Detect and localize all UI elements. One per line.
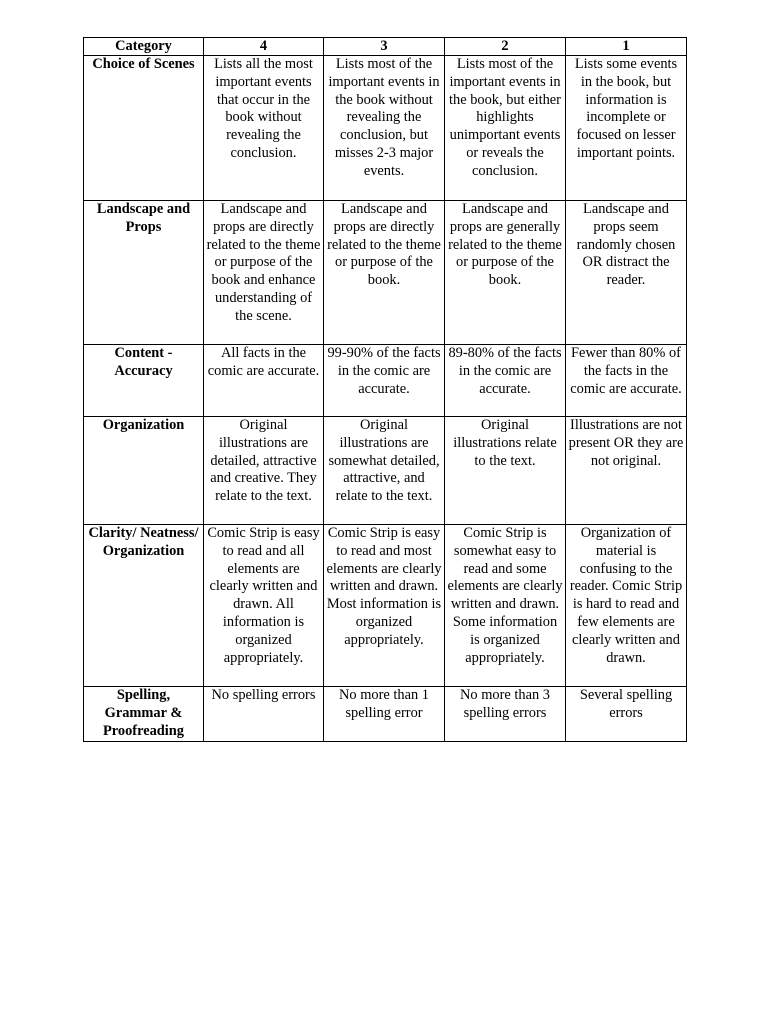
table-cell: Lists most of the important events in the book, but either highlights unimportant events or reveals the conclusion.	[445, 56, 566, 201]
table-cell: No more than 1 spelling error	[324, 687, 445, 742]
row-category: Clarity/ Neatness/ Organization	[84, 525, 204, 687]
row-category: Landscape and Props	[84, 201, 204, 345]
table-cell: Fewer than 80% of the facts in the comic are accurate.	[566, 345, 687, 417]
table-row	[84, 201, 687, 345]
table-cell: Illustrations are not present OR they are not original.	[566, 417, 687, 525]
row-category: Content - Accuracy	[84, 345, 204, 417]
table-cell: 89-80% of the facts in the comic are accurate.	[445, 345, 566, 417]
header-category: Category	[84, 38, 204, 56]
row-category: Organization	[84, 417, 204, 525]
table-cell: Comic Strip is easy to read and all elements are clearly written and drawn. All information is organized appropriately.	[204, 525, 324, 687]
table-cell: 99-90% of the facts in the comic are accurate.	[324, 345, 445, 417]
table-cell: Original illustrations are detailed, attractive and creative. They relate to the text.	[204, 417, 324, 525]
table-cell: Comic Strip is somewhat easy to read and some elements are clearly written and drawn. Some information is organized appropriately.	[445, 525, 566, 687]
table-cell: No spelling errors	[204, 687, 324, 742]
table-cell: Lists most of the important events in the book without revealing the conclusion, but misses 2-3 major events.	[324, 56, 445, 201]
table-cell: Lists all the most important events that occur in the book without revealing the conclusion.	[204, 56, 324, 201]
table-cell: All facts in the comic are accurate.	[204, 345, 324, 417]
table-row	[84, 687, 687, 742]
table-cell: No more than 3 spelling errors	[445, 687, 566, 742]
table-cell: Landscape and props are generally related to the theme or purpose of the book.	[445, 201, 566, 345]
table-row	[84, 417, 687, 525]
header-score-2: 2	[445, 38, 566, 56]
table-cell: Lists some events in the book, but information is incomplete or focused on lesser important points.	[566, 56, 687, 201]
table-cell: Original illustrations relate to the text.	[445, 417, 566, 525]
header-score-4: 4	[204, 38, 324, 56]
header-score-1: 1	[566, 38, 687, 56]
table-cell: Original illustrations are somewhat detailed, attractive, and relate to the text.	[324, 417, 445, 525]
table-cell: Several spelling errors	[566, 687, 687, 742]
table-cell: Landscape and props are directly related to the theme or purpose of the book.	[324, 201, 445, 345]
rubric-table	[83, 37, 687, 742]
table-cell: Landscape and props are directly related to the theme or purpose of the book and enhance understanding of the scene.	[204, 201, 324, 345]
table-cell: Comic Strip is easy to read and most elements are clearly written and drawn. Most information is organized appropriately.	[324, 525, 445, 687]
header-row	[84, 38, 687, 56]
table-cell: Organization of material is confusing to the reader. Comic Strip is hard to read and few elements are clearly written and drawn.	[566, 525, 687, 687]
table-row	[84, 345, 687, 417]
table-cell: Landscape and props seem randomly chosen OR distract the reader.	[566, 201, 687, 345]
table-row	[84, 525, 687, 687]
header-score-3: 3	[324, 38, 445, 56]
table-row	[84, 56, 687, 201]
row-category: Choice of Scenes	[84, 56, 204, 201]
row-category: Spelling, Grammar & Proofreading	[84, 687, 204, 742]
